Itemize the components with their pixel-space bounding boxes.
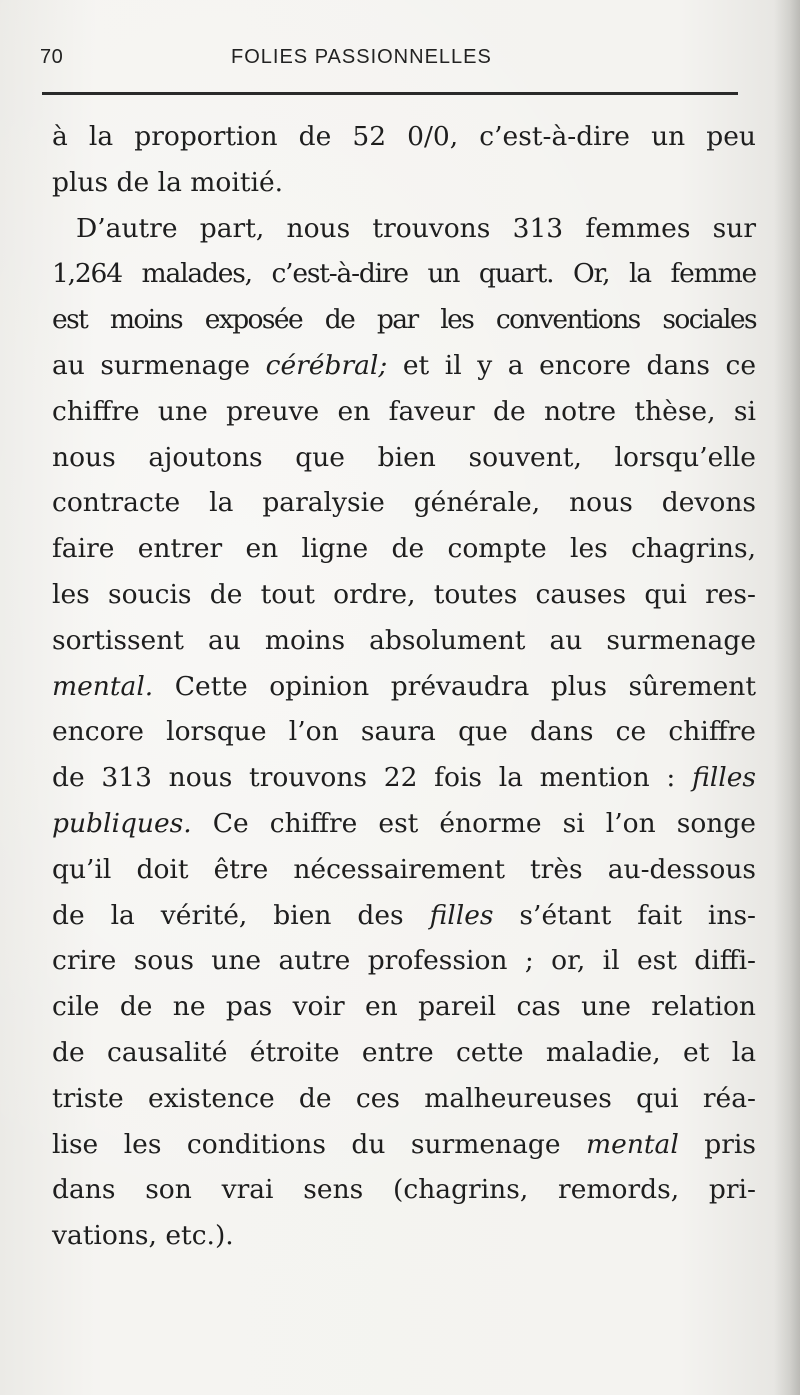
text-line: nous ajoutons que bien souvent, lorsqu’elle: [52, 441, 756, 473]
text-run: de la vérité, bien des: [52, 899, 430, 931]
text-line: contracte la paralysie générale, nous devons: [52, 487, 756, 519]
text-line: à la proportion de 52 0/0, c’est-à-dire un peu: [52, 121, 756, 152]
italic-word: publiques.: [52, 807, 192, 839]
text-line: plus de la moitié.: [52, 166, 284, 198]
text-line: de causalité étroite entre cette maladie, et la: [52, 1036, 756, 1068]
text-run: de 313 nous trouvons 22 fois la mention :: [52, 762, 693, 794]
text-line: [52, 755, 756, 801]
text-run: Cette opinion prévaudra plus sûrement: [153, 670, 756, 702]
header-rule: [42, 92, 738, 95]
text-line: [52, 801, 756, 847]
text-line: est moins exposée de par les conventions sociales: [52, 304, 756, 336]
page-edge-shadow: [774, 0, 800, 1395]
text-run: pris: [678, 1128, 756, 1160]
text-line: sortissent au moins absolument au surmenage: [52, 624, 756, 656]
text-line: crire sous une autre profession ; or, il est diffi-: [52, 945, 756, 977]
text-line: [52, 1122, 756, 1168]
text-run: Ce chiffre est énorme si l’on songe: [191, 807, 756, 839]
text-line: cile de ne pas voir en pareil cas une relation: [52, 991, 756, 1023]
text-run: lise les conditions du surmenage: [52, 1128, 587, 1160]
text-line: [52, 664, 756, 710]
text-line: triste existence de ces malheureuses qui réa-: [52, 1082, 756, 1114]
text-line: 1,264 malades, c’est-à-dire un quart. Or, la femme: [52, 258, 756, 290]
italic-word: cérébral;: [265, 349, 388, 381]
text-line: [52, 893, 756, 939]
text-run: au surmenage: [52, 349, 266, 381]
page-header: [40, 46, 736, 78]
italic-word: mental: [586, 1128, 679, 1160]
body-text: [52, 114, 756, 1259]
text-run: s’étant fait ins-: [493, 899, 756, 931]
italic-word: filles: [429, 899, 494, 931]
text-run: et il y a encore dans ce: [387, 349, 756, 381]
text-line: faire entrer en ligne de compte les chagrins,: [52, 533, 756, 565]
italic-word: mental.: [52, 670, 154, 702]
italic-word: filles: [692, 762, 756, 794]
text-line: chiffre une preuve en faveur de notre thèse, si: [52, 395, 756, 427]
text-line: encore lorsque l’on saura que dans ce chiffre: [52, 716, 756, 748]
text-line: vations, etc.).: [52, 1220, 234, 1252]
text-line: [52, 343, 756, 389]
text-line: D’autre part, nous trouvons 313 femmes sur: [76, 212, 756, 244]
running-title: FOLIES PASSIONNELLES: [231, 46, 492, 68]
text-line: dans son vrai sens (chagrins, remords, pri-: [52, 1174, 756, 1206]
text-line: qu’il doit être nécessairement très au-dessous: [52, 853, 756, 885]
page-number: 70: [40, 46, 64, 68]
text-line: les soucis de tout ordre, toutes causes qui res-: [52, 578, 756, 610]
